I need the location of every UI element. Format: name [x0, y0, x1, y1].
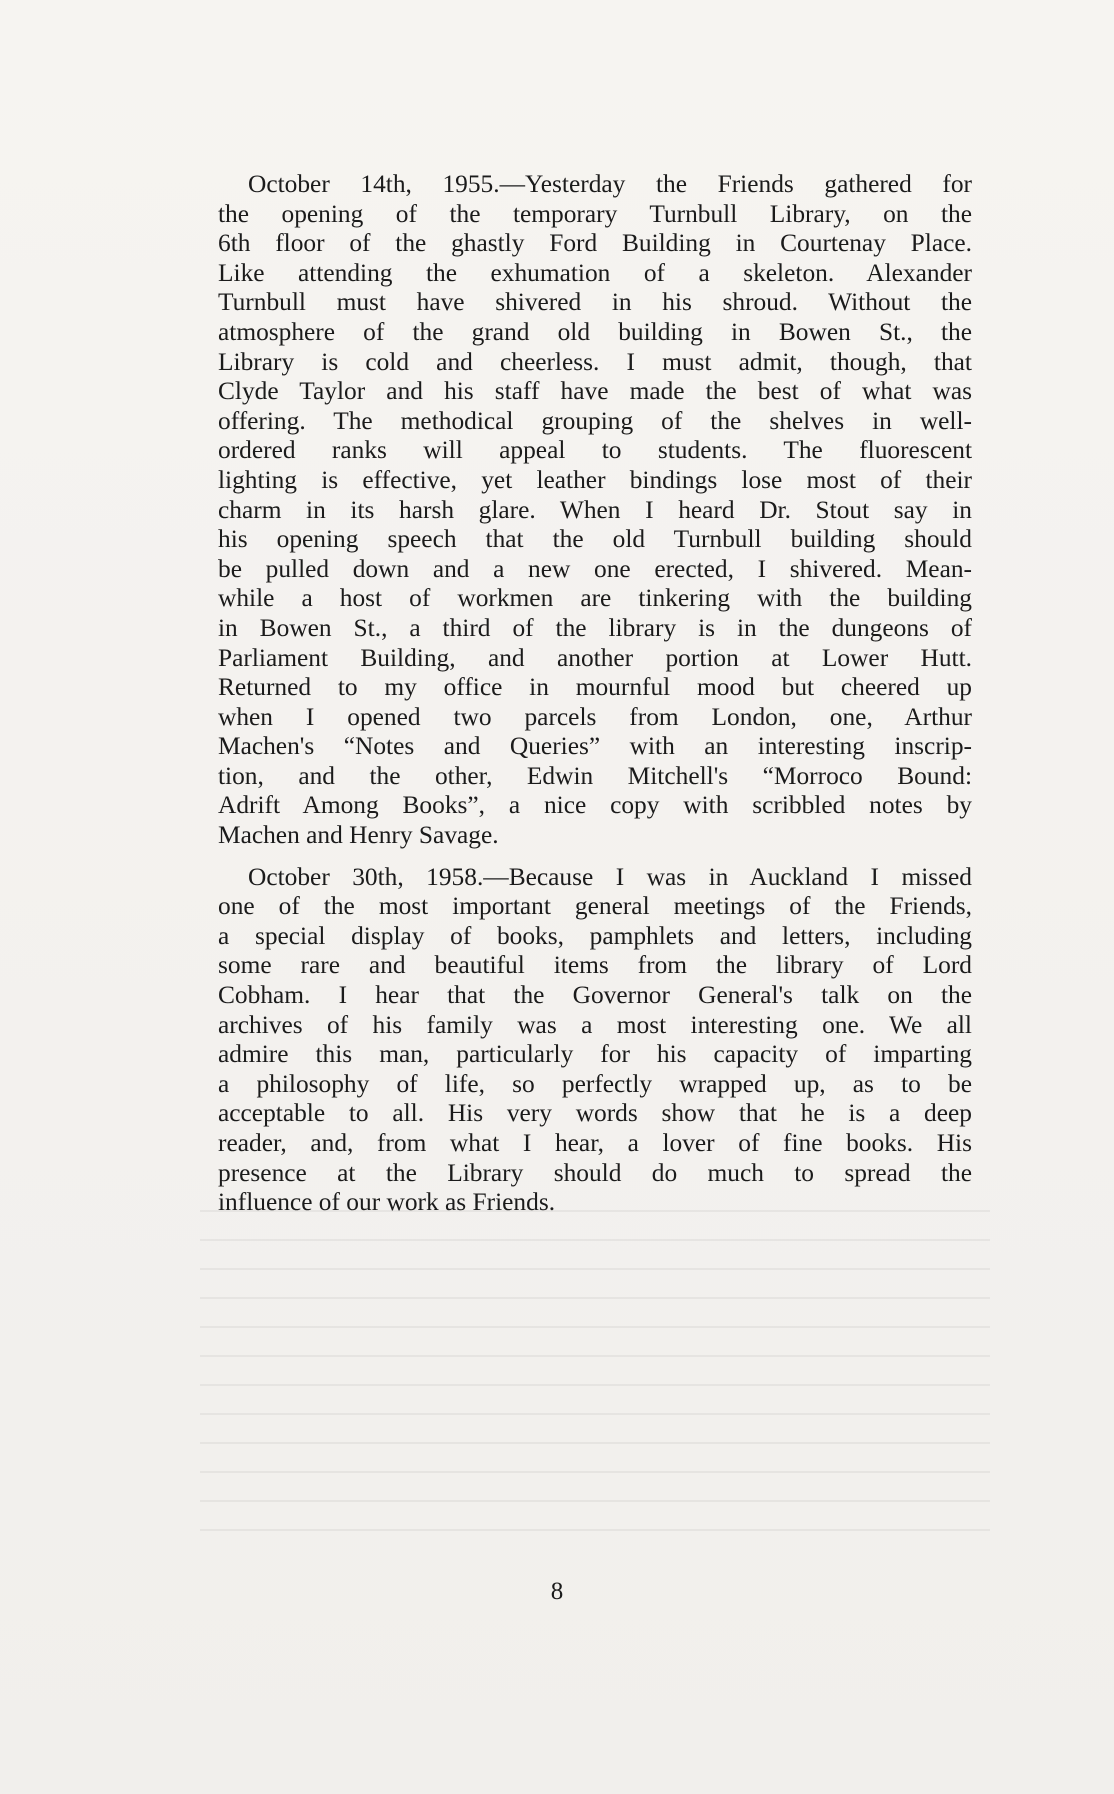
text-line: Parliament Building, and another portion at Lower Hutt.: [218, 643, 972, 672]
text-line: while a host of workmen are tinkering with the building: [218, 584, 972, 613]
text-line: Turnbull must have shivered in his shroud. Without the: [218, 288, 972, 317]
text-line: archives of his family was a most interesting one. We all: [218, 1010, 972, 1039]
text-line: Like attending the exhumation of a skeleton. Alexander: [218, 258, 972, 287]
text-line: Clyde Taylor and his staff have made the best of what was: [218, 377, 972, 406]
text-line: presence at the Library should do much to spread the: [218, 1158, 972, 1187]
text-line: some rare and beautiful items from the library of Lord: [218, 951, 972, 980]
text-line: Machen and Henry Savage.: [218, 821, 499, 850]
text-line: ordered ranks will appeal to students. The fluorescent: [218, 436, 972, 465]
text-line: Adrift Among Books”, a nice copy with scribbled notes by: [218, 791, 972, 820]
text-line: 6th floor of the ghastly Ford Building in Courtenay Place.: [218, 229, 972, 258]
text-line: admire this man, particularly for his capacity of imparting: [218, 1040, 972, 1069]
text-line: Returned to my office in mournful mood but cheered up: [218, 673, 972, 702]
text-line: reader, and, from what I hear, a lover of fine books. His: [218, 1129, 972, 1157]
text-line: tion, and the other, Edwin Mitchell's “Morroco Bound:: [218, 761, 972, 790]
text-line: a philosophy of life, so perfectly wrapped up, as to be: [218, 1069, 972, 1098]
page-number: 8: [550, 1578, 564, 1605]
show-through-text: [200, 1210, 990, 1550]
text-line: be pulled down and a new one erected, I shivered. Mean-: [218, 554, 972, 583]
text-line: October 14th, 1955.—Yesterday the Friends gathered for: [248, 170, 972, 198]
text-line: lighting is effective, yet leather bindings lose most of their: [218, 465, 972, 494]
text-line: his opening speech that the old Turnbull building should: [218, 525, 972, 554]
text-line: Library is cold and cheerless. I must admit, though, that: [218, 347, 972, 376]
text-line: one of the most important general meetings of the Friends,: [218, 892, 972, 921]
text-line: atmosphere of the grand old building in Bowen St., the: [218, 317, 972, 346]
text-line: influence of our work as Friends.: [218, 1188, 556, 1217]
text-line: a special display of books, pamphlets and letters, including: [218, 921, 972, 950]
text-line: charm in its harsh glare. When I heard Dr. Stout say in: [218, 495, 972, 524]
text-line: Cobham. I hear that the Governor General's talk on the: [218, 981, 972, 1010]
text-line: October 30th, 1958.—Because I was in Auckland I missed: [248, 862, 972, 891]
diary-entry: [218, 170, 972, 851]
text-line: when I opened two parcels from London, one, Arthur: [218, 702, 972, 731]
text-line: offering. The methodical grouping of the shelves in well-: [218, 406, 972, 435]
diary-entry: [218, 863, 972, 1218]
text-line: acceptable to all. His very words show that he is a deep: [218, 1099, 972, 1128]
text-line: in Bowen St., a third of the library is in the dungeons of: [218, 613, 972, 642]
body-text: [218, 170, 972, 1230]
text-line: the opening of the temporary Turnbull Library, on the: [218, 199, 972, 228]
text-line: Machen's “Notes and Queries” with an interesting inscrip-: [218, 732, 972, 761]
